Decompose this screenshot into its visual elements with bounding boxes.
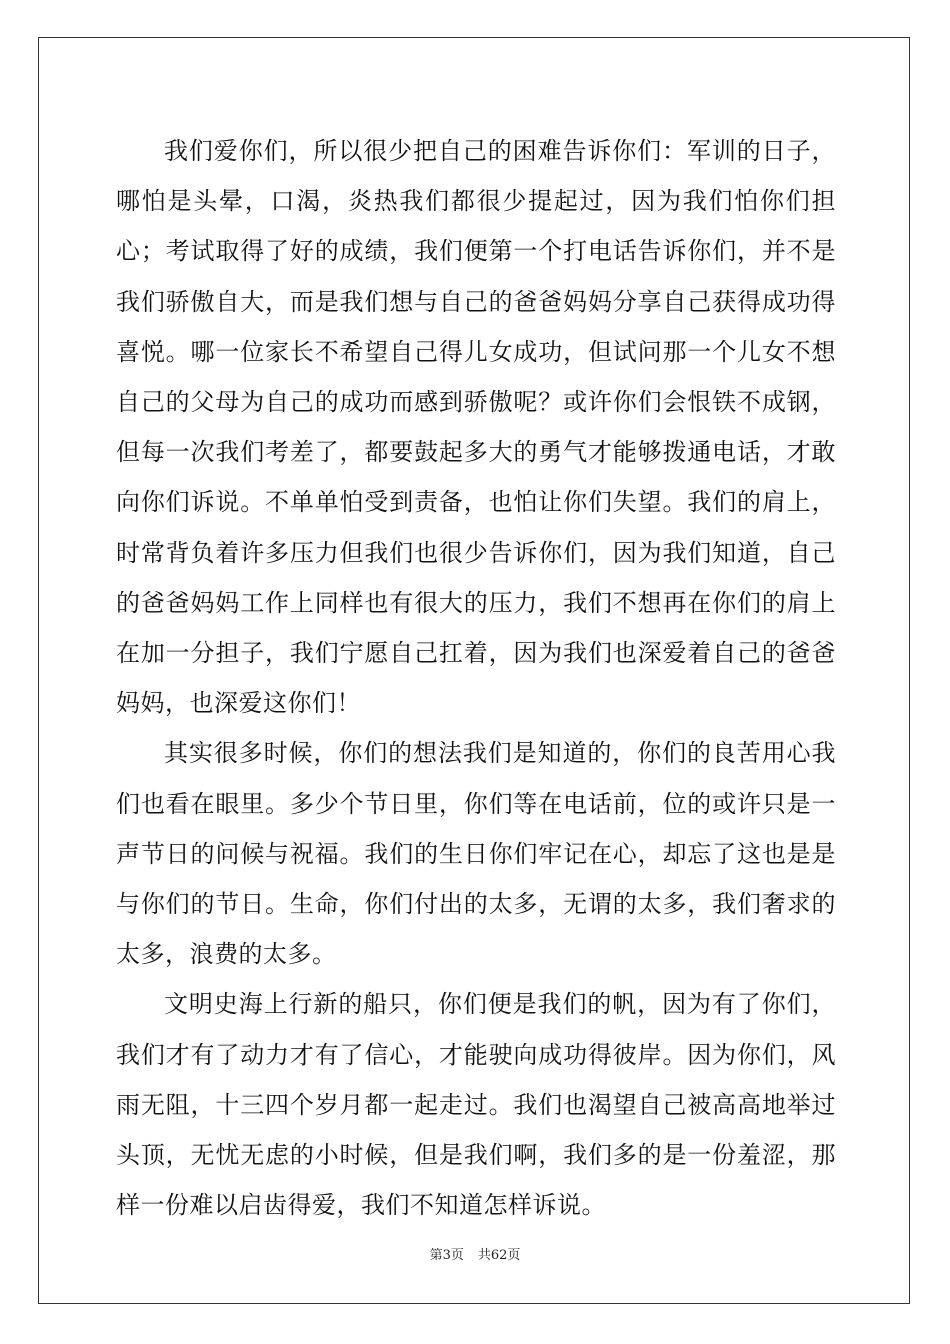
page-total: 共62页 [477,1248,521,1263]
page-number: 第3页 [429,1248,464,1263]
document-body [116,126,836,1230]
paragraph-1: 我们爱你们，所以很少把自己的困难告诉你们：军训的日子，哪怕是头晕，口渴，炎热我们都很少提起过，因为我们怕你们担心；考试取得了好的成绩，我们便第一个打电话告诉你们，并不是我们骄傲自大，而是我们想与自己的爸爸妈妈分享自己获得成功得喜悦。哪一位家长不希望自己得儿女成功，但试问那一个儿女不想自己的父母为自己的成功而感到骄傲呢？或许你们会恨铁不成钢，但每一次我们考差了，都要鼓起多大的勇气才能够拨通电话，才敢向你们诉说。不单单怕受到责备，也怕让你们失望。我们的肩上，时常背负着许多压力但我们也很少告诉你们，因为我们知道，自己的爸爸妈妈工作上同样也有很大的压力，我们不想再在你们的肩上在加一分担子，我们宁愿自己扛着，因为我们也深爱着自己的爸爸妈妈，也深爱这你们！ [116,137,836,718]
paragraph-3: 文明史海上行新的船只，你们便是我们的帆，因为有了你们，我们才有了动力才有了信心，才能驶向成功得彼岸。因为你们，风雨无阻，十三四个岁月都一起走过。我们也渴望自己被高高地举过头顶，无忧无虑的小时候，但是我们啊，我们多的是一份羞涩，那样一份难以启齿得爱，我们不知道怎样诉说。 [116,990,836,1220]
paragraph-2: 其实很多时候，你们的想法我们是知道的，你们的良苦用心我们也看在眼里。多少个节日里，你们等在电话前，位的或许只是一声节日的问候与祝福。我们的生日你们牢记在心，却忘了这也是是与你们的节日。生命，你们付出的太多，无谓的太多，我们奢求的太多，浪费的太多。 [116,739,836,969]
page-footer [0,1244,950,1263]
